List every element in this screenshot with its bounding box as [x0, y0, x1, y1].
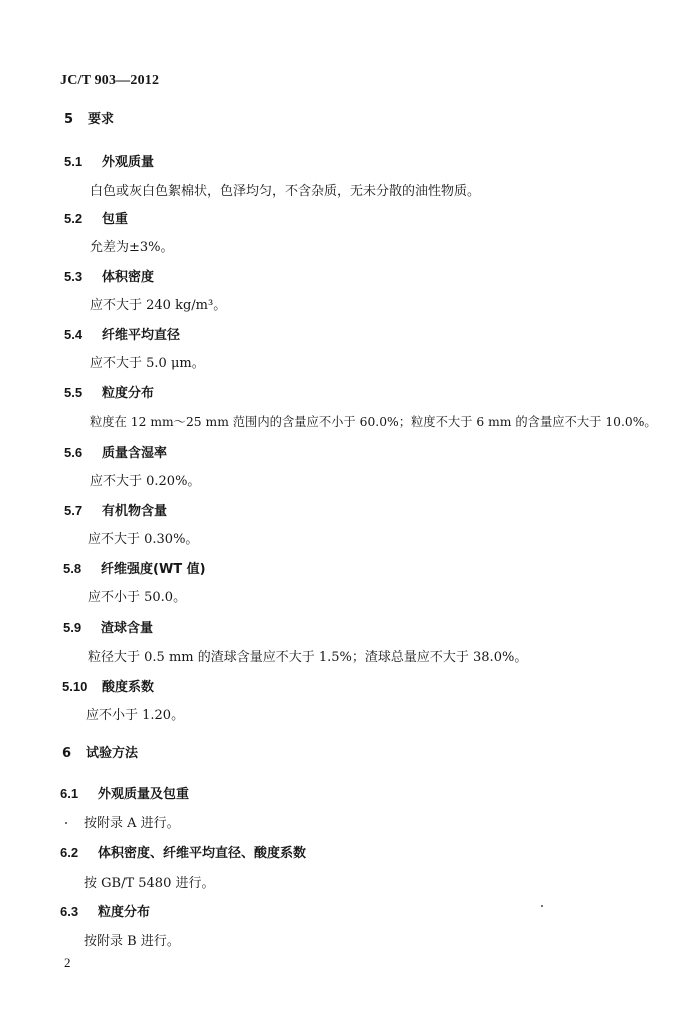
section-number: 6	[62, 746, 72, 761]
clause-heading-6-1	[60, 783, 189, 802]
clause-number: 5.6	[64, 445, 83, 460]
clause-title: 体积密度、纤维平均直径、酸度系数	[98, 846, 307, 861]
clause-number: 5.1	[64, 154, 83, 169]
clause-heading-5-6	[64, 442, 167, 461]
section-heading-5	[64, 108, 114, 127]
clause-text-5-9: 粒径大于 0.5 mm 的渣球含量应不大于 1.5%；渣球总量应不大于 38.0%。	[88, 650, 528, 665]
clause-number: 5.9	[63, 620, 82, 635]
clause-title: 有机物含量	[102, 504, 168, 519]
clause-number: 5.7	[64, 503, 83, 518]
clause-heading-5-4	[64, 324, 180, 343]
section-heading-6	[62, 742, 138, 761]
clause-heading-5-5	[64, 382, 154, 401]
clause-text-6-3: 按附录 B 进行。	[84, 934, 180, 949]
clause-text-5-4: 应不大于 5.0 μm。	[90, 356, 205, 371]
clause-text-5-3: 应不大于 240 kg/m³。	[90, 298, 227, 313]
clause-number: 5.3	[64, 269, 83, 284]
clause-heading-5-9	[63, 617, 153, 636]
scan-speck	[65, 822, 67, 824]
clause-title: 渣球含量	[101, 621, 154, 636]
clause-text-5-6: 应不大于 0.20%。	[90, 474, 201, 489]
clause-title: 纤维平均直径	[102, 328, 181, 343]
clause-number: 5.8	[63, 561, 82, 576]
section-number: 5	[64, 112, 74, 127]
clause-number: 5.4	[64, 327, 83, 342]
clause-heading-5-2	[64, 208, 128, 227]
standard-code: JC/T 903—2012	[60, 73, 160, 88]
clause-text-6-2: 按 GB/T 5480 进行。	[84, 876, 215, 891]
clause-text-5-2: 允差为±3%。	[90, 240, 174, 255]
clause-title: 粒度分布	[98, 905, 151, 920]
clause-number: 5.2	[64, 211, 83, 226]
clause-text-5-8: 应不小于 50.0。	[88, 590, 187, 605]
clause-number: 6.1	[60, 786, 79, 801]
section-title: 试验方法	[86, 746, 139, 761]
clause-heading-6-3	[60, 901, 150, 920]
section-title: 要求	[88, 112, 115, 127]
clause-text-5-1: 白色或灰白色絮棉状，色泽均匀，不含杂质，无未分散的油性物质。	[90, 184, 481, 199]
clause-title: 体积密度	[102, 270, 155, 285]
clause-heading-6-2	[60, 842, 306, 861]
clause-title: 外观质量及包重	[98, 787, 190, 802]
clause-number: 6.2	[60, 845, 79, 860]
clause-title: 粒度分布	[102, 386, 155, 401]
clause-heading-5-3	[64, 266, 154, 285]
clause-text-5-7: 应不大于 0.30%。	[88, 532, 199, 547]
scan-speck	[541, 905, 543, 907]
clause-text-5-5: 粒度在 12 mm～25 mm 范围内的含量应不小于 60.0%；粒度不大于 6 mm 的含量应不大于 10.0%。	[90, 415, 657, 429]
clause-number: 5.10	[62, 679, 88, 694]
clause-heading-5-7	[64, 500, 167, 519]
clause-number: 6.3	[60, 904, 79, 919]
clause-heading-5-10	[62, 676, 154, 695]
clause-title: 质量含湿率	[102, 446, 168, 461]
clause-title: 纤维强度(WT 值)	[101, 562, 206, 577]
clause-text-6-1: 按附录 A 进行。	[84, 816, 180, 831]
clause-text-5-10: 应不小于 1.20。	[86, 708, 185, 723]
clause-title: 包重	[102, 212, 129, 227]
clause-title: 外观质量	[102, 155, 155, 170]
page-number: 2	[64, 955, 71, 970]
clause-number: 5.5	[64, 385, 83, 400]
clause-heading-5-8	[63, 558, 206, 577]
clause-title: 酸度系数	[102, 680, 155, 695]
clause-heading-5-1	[64, 151, 154, 170]
